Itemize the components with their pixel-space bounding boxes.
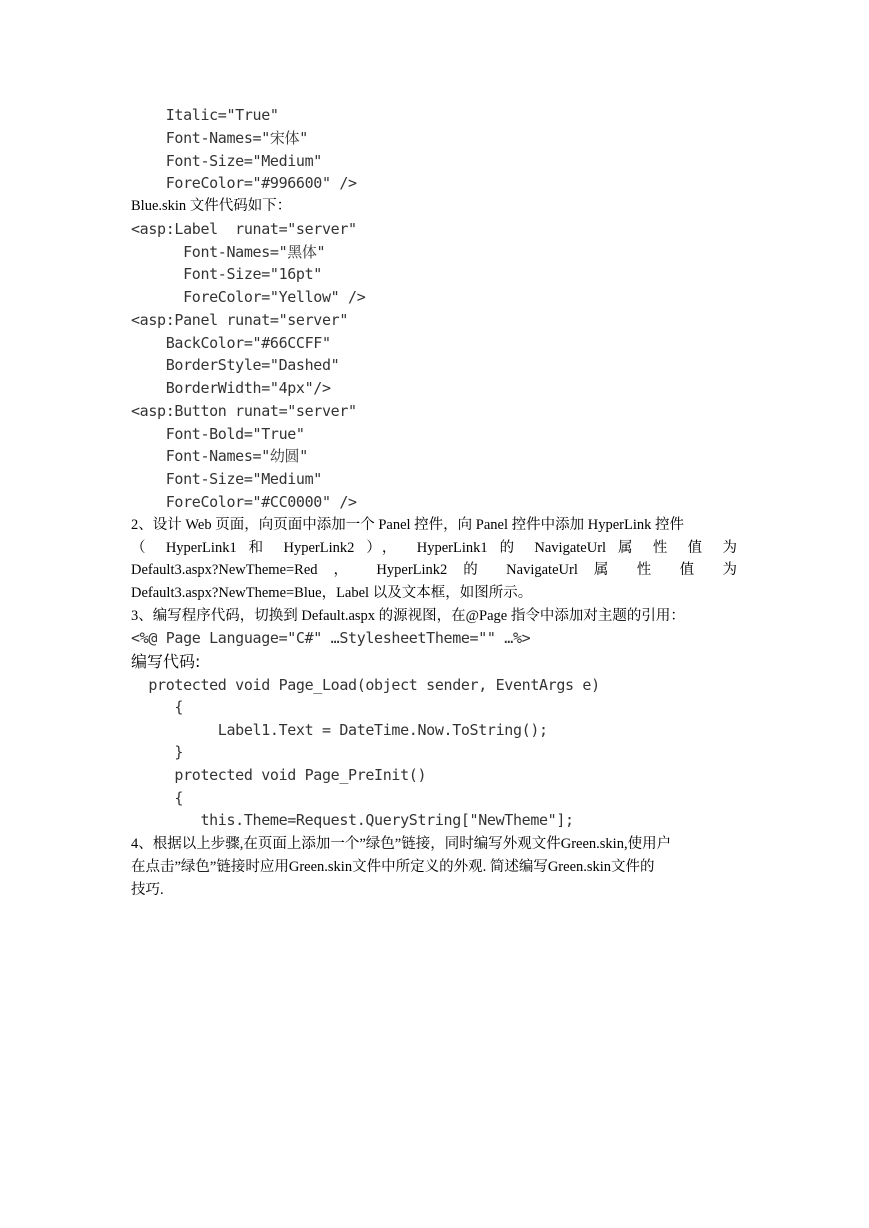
code-line: Font-Names="幼圆" — [131, 447, 308, 465]
step2-line: 2、设计 Web 页面，向页面中添加一个 Panel 控件，向 Panel 控件中添加 HyperLink 控件 — [131, 517, 685, 533]
code-line: BorderStyle="Dashed" — [131, 356, 340, 374]
code-line: Font-Size="Medium" — [131, 152, 322, 170]
step4-line: 在点击”绿色”链接时应用Green.skin文件中所定义的外观. 简述编写Green.skin文件的 — [131, 859, 655, 875]
code-line: Font-Bold="True" — [131, 425, 305, 443]
code-line: <asp:Button runat="server" — [131, 402, 357, 420]
code-line: } — [131, 743, 184, 761]
code-line: { — [131, 789, 184, 807]
code-line: { — [131, 698, 184, 716]
code-line: <asp:Panel runat="server" — [131, 311, 349, 329]
code-line: Font-Names="宋体" — [131, 129, 308, 147]
code-line: Italic="True" — [131, 106, 279, 124]
step4-line: 4、根据以上步骤,在页面上添加一个”绿色”链接，同时编写外观文件Green.skin,使用户 — [131, 836, 672, 852]
code-line: BackColor="#66CCFF" — [131, 334, 331, 352]
code-line: protected void Page_PreInit() — [131, 766, 427, 784]
code-line: protected void Page_Load(object sender, EventArgs e) — [131, 676, 600, 694]
write-code-label: 编写代码: — [131, 652, 201, 671]
step2-line: Default3.aspx?NewTheme=Red ， HyperLink2 的 NavigateUrl 属 性 值 为 — [131, 562, 737, 578]
code-line: Label1.Text = DateTime.Now.ToString(); — [131, 721, 548, 739]
step3-text: 3、编写程序代码，切换到 Default.aspx 的源视图，在@Page 指令中添加对主题的引用： — [131, 608, 685, 624]
step4-line: 技巧. — [131, 882, 164, 898]
code-line: Font-Size="16pt" — [131, 265, 322, 283]
blue-skin-intro: Blue.skin 文件代码如下： — [131, 198, 292, 214]
code-line: <asp:Label runat="server" — [131, 220, 357, 238]
page-directive: <%@ Page Language="C#" …StylesheetTheme="" …%> — [131, 629, 531, 647]
code-line: BorderWidth="4px"/> — [131, 379, 331, 397]
code-line: Font-Names="黑体" — [131, 243, 326, 261]
code-line: ForeColor="Yellow" /> — [131, 288, 366, 306]
code-line: this.Theme=Request.QueryString["NewTheme"]; — [131, 811, 574, 829]
step2-line: Default3.aspx?NewTheme=Blue，Label 以及文本框，如图所示。 — [131, 585, 533, 601]
code-line: ForeColor="#CC0000" /> — [131, 493, 357, 511]
code-line: ForeColor="#996600" /> — [131, 174, 357, 192]
code-line: Font-Size="Medium" — [131, 470, 322, 488]
step2-line: （ HyperLink1 和 HyperLink2 ）， HyperLink1 的 NavigateUrl 属 性 值 为 — [131, 540, 737, 556]
